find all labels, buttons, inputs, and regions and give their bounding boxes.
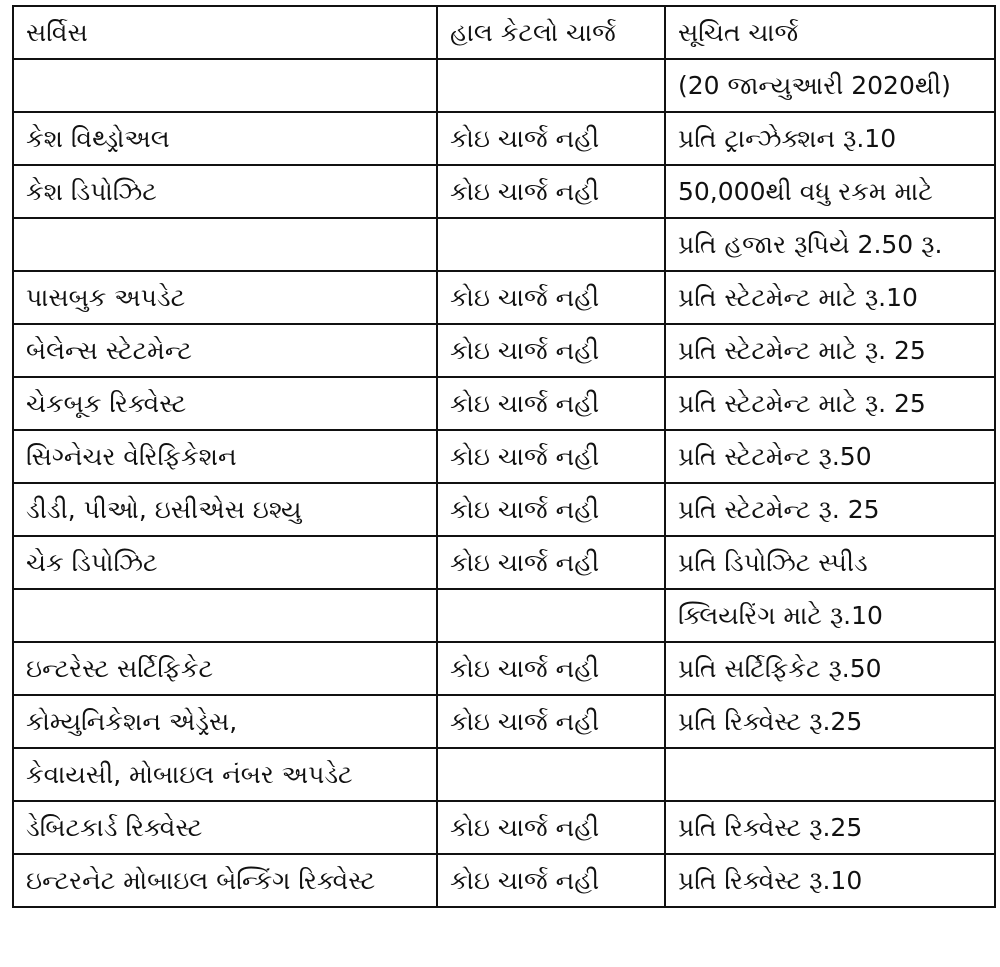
cell-proposed-charge: પ્રતિ ડિપોઝિટ સ્પીડ <box>665 536 995 589</box>
cell-service: કેવાયસી, મોબાઇલ નંબર અપડેટ <box>13 748 437 801</box>
cell-current-charge <box>437 59 665 112</box>
cell-proposed-charge: પ્રતિ સ્ટેટમેન્ટ રૂ.50 <box>665 430 995 483</box>
cell-service <box>13 59 437 112</box>
cell-proposed-charge: પ્રતિ સ્ટેટમેન્ટ માટે રૂ. 25 <box>665 377 995 430</box>
cell-current-charge: કોઇ ચાર્જ નહી <box>437 430 665 483</box>
cell-proposed-charge: પ્રતિ હજાર રૂપિયે 2.50 રૂ. <box>665 218 995 271</box>
cell-service: બેલેન્સ સ્ટેટમેન્ટ <box>13 324 437 377</box>
header-service: સર્વિસ <box>13 6 437 59</box>
cell-current-charge <box>437 589 665 642</box>
cell-proposed-charge: પ્રતિ સર્ટિફિકેટ રૂ.50 <box>665 642 995 695</box>
table-row <box>13 801 995 854</box>
header-current-charge: હાલ કેટલો ચાર્જ <box>437 6 665 59</box>
table-header-row <box>13 6 995 59</box>
cell-proposed-charge: (20 જાન્યુઆરી 2020થી) <box>665 59 995 112</box>
cell-current-charge: કોઇ ચાર્જ નહી <box>437 536 665 589</box>
cell-current-charge: કોઇ ચાર્જ નહી <box>437 695 665 748</box>
cell-service: ઇન્ટરેસ્ટ સર્ટિફિકેટ <box>13 642 437 695</box>
cell-service: ચેકબૂક રિક્વેસ્ટ <box>13 377 437 430</box>
table-row <box>13 483 995 536</box>
table-row <box>13 112 995 165</box>
table-row <box>13 695 995 748</box>
table-row <box>13 854 995 907</box>
table-row <box>13 589 995 642</box>
cell-proposed-charge: 50,000થી વધુ રકમ માટે <box>665 165 995 218</box>
service-charges-table-container <box>12 5 994 908</box>
cell-current-charge: કોઇ ચાર્જ નહી <box>437 483 665 536</box>
cell-proposed-charge: પ્રતિ સ્ટેટમેન્ટ માટે રૂ. 25 <box>665 324 995 377</box>
cell-proposed-charge: પ્રતિ રિક્વેસ્ટ રૂ.10 <box>665 854 995 907</box>
cell-service: સિગ્નેચર વેરિફિકેશન <box>13 430 437 483</box>
cell-service: ડીડી, પીઓ, ઇસીએસ ઇશ્યુ <box>13 483 437 536</box>
cell-proposed-charge: ક્લિયરિંગ માટે રૂ.10 <box>665 589 995 642</box>
cell-current-charge: કોઇ ચાર્જ નહી <box>437 271 665 324</box>
cell-current-charge: કોઇ ચાર્જ નહી <box>437 112 665 165</box>
cell-proposed-charge <box>665 748 995 801</box>
cell-proposed-charge: પ્રતિ રિક્વેસ્ટ રૂ.25 <box>665 801 995 854</box>
cell-service <box>13 589 437 642</box>
cell-current-charge: કોઇ ચાર્જ નહી <box>437 377 665 430</box>
table-row <box>13 748 995 801</box>
cell-service <box>13 218 437 271</box>
table-row <box>13 430 995 483</box>
cell-service: કોમ્યુનિકેશન એડ્રેસ, <box>13 695 437 748</box>
cell-service: કેશ ડિપોઝિટ <box>13 165 437 218</box>
cell-service: ડેબિટકાર્ડ રિક્વેસ્ટ <box>13 801 437 854</box>
cell-current-charge: કોઇ ચાર્જ નહી <box>437 854 665 907</box>
cell-current-charge: કોઇ ચાર્જ નહી <box>437 165 665 218</box>
cell-current-charge: કોઇ ચાર્જ નહી <box>437 801 665 854</box>
cell-proposed-charge: પ્રતિ સ્ટેટમેન્ટ માટે રૂ.10 <box>665 271 995 324</box>
header-proposed-charge: સૂચિત ચાર્જ <box>665 6 995 59</box>
cell-service: ચેક ડિપોઝિટ <box>13 536 437 589</box>
cell-current-charge: કોઇ ચાર્જ નહી <box>437 324 665 377</box>
table-row <box>13 324 995 377</box>
table-row <box>13 377 995 430</box>
cell-current-charge: કોઇ ચાર્જ નહી <box>437 642 665 695</box>
table-row <box>13 218 995 271</box>
cell-current-charge <box>437 218 665 271</box>
cell-service: પાસબુક અપડેટ <box>13 271 437 324</box>
cell-proposed-charge: પ્રતિ રિક્વેસ્ટ રૂ.25 <box>665 695 995 748</box>
cell-current-charge <box>437 748 665 801</box>
table-row <box>13 59 995 112</box>
service-charges-table <box>12 5 996 908</box>
table-row <box>13 536 995 589</box>
cell-proposed-charge: પ્રતિ ટ્રાન્ઝેક્શન રૂ.10 <box>665 112 995 165</box>
cell-service: ઇન્ટરનેટ મોબાઇલ બેન્કિંગ રિક્વેસ્ટ <box>13 854 437 907</box>
table-row <box>13 642 995 695</box>
cell-service: કેશ વિથ્ડ્રોઅલ <box>13 112 437 165</box>
table-row <box>13 165 995 218</box>
cell-proposed-charge: પ્રતિ સ્ટેટમેન્ટ રૂ. 25 <box>665 483 995 536</box>
table-row <box>13 271 995 324</box>
